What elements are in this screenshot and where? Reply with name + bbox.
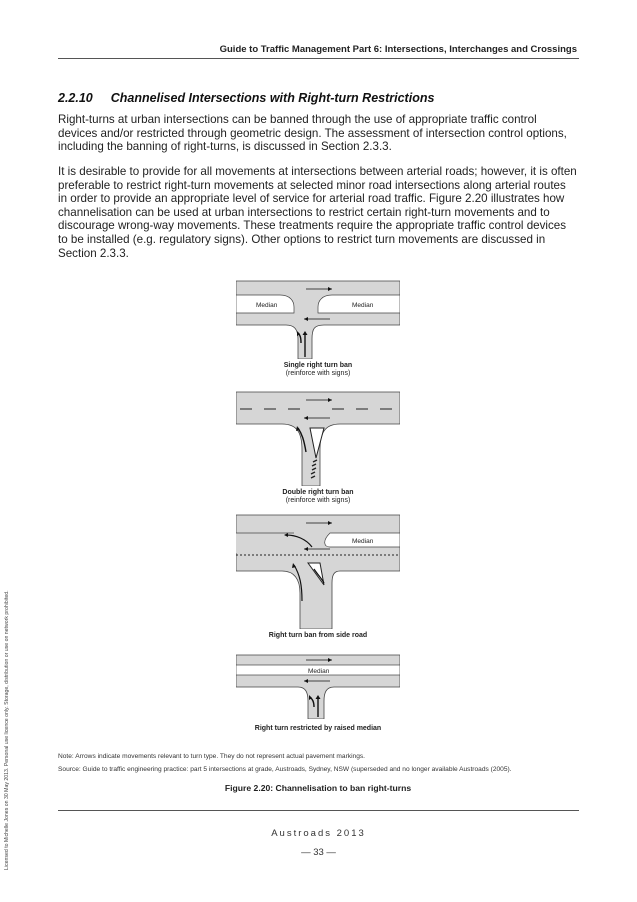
figure-panel-double-right-turn-ban: [236, 390, 400, 486]
header-rule: [58, 58, 579, 59]
panel-1-caption-title: Single right turn ban: [283, 362, 353, 369]
figure-panel-single-right-turn-ban: [236, 277, 400, 359]
footer-organisation: Austroads 2013: [271, 828, 366, 839]
footer-rule: [58, 810, 579, 811]
section-title: Channelised Intersections with Right-turn Restrictions: [110, 91, 435, 105]
panel-2-caption: [236, 489, 400, 505]
panel-1-caption: [236, 362, 400, 378]
paragraph-2: It is desirable to provide for all movements at intersections between arterial roads; however, it is often preferable to restrict right-turn movements at selected minor road intersections along arterial routes in order to provide an appropriate level of service for arterial road traffic. Figure 2.20 illustrates how channelisation can be used at urban intersections to restrict certain right-turn movements and to discourage wrong-way movements. These treatments require the appropriate traffic control devices to be installed (e.g. regulatory signs). Other options to restrict turn movements are discussed in Section 2.3.3.: [58, 165, 577, 260]
figure-panel-right-turn-ban-side-road: [236, 513, 400, 629]
panel-1-caption-subtitle: (reinforce with signs): [285, 370, 351, 377]
licence-notice: Licensed to Michelle Jones on 30 May 2013. Personal use licence only. Storage, distribution or use on network prohibited.: [4, 590, 10, 870]
paragraph-1: Right-turns at urban intersections can be banned through the use of appropriate traffic control devices and/or restricted through geometric design. The assessment of intersection control options, including the banning of right-turns, is discussed in Section 2.3.3.: [58, 113, 567, 154]
panel-4-caption: [236, 725, 400, 733]
section-number: 2.2.10: [58, 91, 93, 105]
figure-panel-raised-median: [236, 653, 400, 719]
panel-4-caption-title: Right turn restricted by raised median: [254, 725, 382, 732]
median-label: Median: [352, 538, 374, 545]
section-heading: [58, 91, 434, 105]
running-header: Guide to Traffic Management Part 6: Intersections, Interchanges and Crossings: [219, 44, 577, 55]
figure-title: Figure 2.20: Channelisation to ban right-turns: [224, 783, 412, 793]
panel-2-caption-subtitle: (reinforce with signs): [285, 497, 351, 504]
figure-note: Note: Arrows indicate movements relevant to turn type. They do not represent actual pavement markings.: [58, 753, 366, 760]
figure-source: Source: Guide to traffic engineering practice: part 5 intersections at grade, Austroads, Sydney, NSW (superseded and no longer available Austroads (2005).: [58, 766, 512, 773]
panel-2-caption-title: Double right turn ban: [282, 489, 354, 496]
median-label-left: Median: [256, 302, 278, 309]
panel-3-caption: [236, 632, 400, 640]
median-label-right: Median: [352, 302, 374, 309]
median-label: Median: [308, 668, 330, 675]
page-number: — 33 —: [301, 847, 336, 858]
panel-3-caption-title: Right turn ban from side road: [268, 632, 368, 639]
